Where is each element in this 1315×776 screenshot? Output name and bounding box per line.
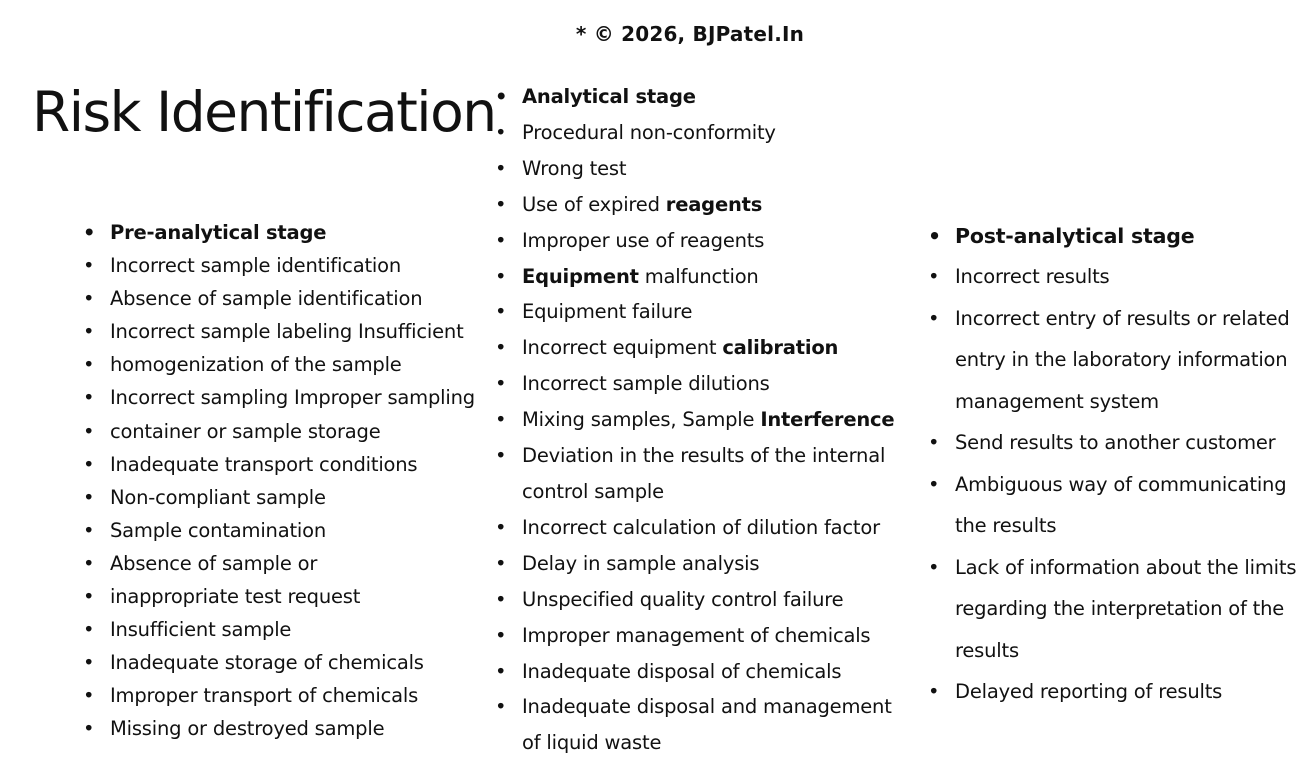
item-emphasis: calibration [722,336,839,360]
page-title: Risk Identification [32,80,496,144]
pre-analytical-list [83,216,483,746]
item-emphasis: Equipment [522,264,639,288]
list-item: • Equipment failure [495,294,895,330]
list-item: • Incorrect results [928,256,1315,298]
list-item: • Incorrect sample identification [83,249,483,282]
list-item [495,187,895,223]
list-item: • Sample contamination [83,514,483,547]
list-item: • Missing or destroyed sample [83,712,483,745]
list-item: • Non-compliant sample [83,481,483,514]
list-item: • container or sample storage [83,415,483,448]
list-item: • Incorrect sample dilutions [495,366,895,402]
list-item: • Improper use of reagents [495,223,895,259]
list-item: • Delay in sample analysis [495,546,895,582]
list-item: • Unspecified quality control failure [495,582,895,618]
item-text: Incorrect equipment [522,336,723,360]
list-item: • Incorrect calculation of dilution factor [495,510,895,546]
list-item: • Absence of sample identification [83,282,483,315]
list-item [495,402,895,438]
analytical-heading: • Analytical stage [495,79,895,115]
list-item: • Deviation in the results of the internal control sample [495,438,892,510]
list-item: • Inadequate disposal of chemicals [495,654,895,690]
post-analytical-heading: • Post-analytical stage [928,218,1315,254]
list-item [495,259,895,295]
item-text: malfunction [638,264,759,288]
pre-analytical-heading: • Pre-analytical stage [83,216,483,249]
list-item: • Incorrect sampling Improper sampling [83,381,483,414]
item-emphasis: reagents [665,192,763,216]
list-item: • Insufficient sample [83,613,483,646]
list-item: • Wrong test [495,151,895,187]
list-item: • inappropriate test request [83,580,483,613]
list-item: • Incorrect sample labeling Insufficient [83,315,483,348]
list-item: • Procedural non-conformity [495,115,895,151]
list-item: • Inadequate transport conditions [83,448,483,481]
item-text: Use of expired [522,192,666,216]
list-item: • Improper management of chemicals [495,618,895,654]
list-item: • Delayed reporting of results [928,671,1315,713]
analytical-list [495,79,895,761]
list-item: • Ambiguous way of communicating the results [928,464,1315,547]
item-emphasis: Interference [760,408,895,432]
list-item: • Incorrect entry of results or related entry in the laboratory information management system [928,298,1315,423]
item-text: Mixing samples, Sample [522,408,761,432]
list-item: • Improper transport of chemicals [83,679,483,712]
list-item [495,330,895,366]
list-item: • homogenization of the sample [83,348,483,381]
list-item: • Absence of sample or [83,547,483,580]
list-item: • Send results to another customer [928,422,1315,464]
list-item: • Lack of information about the limits regarding the interpretation of the results [928,547,1315,672]
post-analytical-list [928,218,1315,713]
list-item: • Inadequate storage of chemicals [83,646,483,679]
list-item: • Inadequate disposal and management of liquid waste [495,689,892,761]
copyright-notice: * © 2026, BJPatel.In [575,22,805,46]
